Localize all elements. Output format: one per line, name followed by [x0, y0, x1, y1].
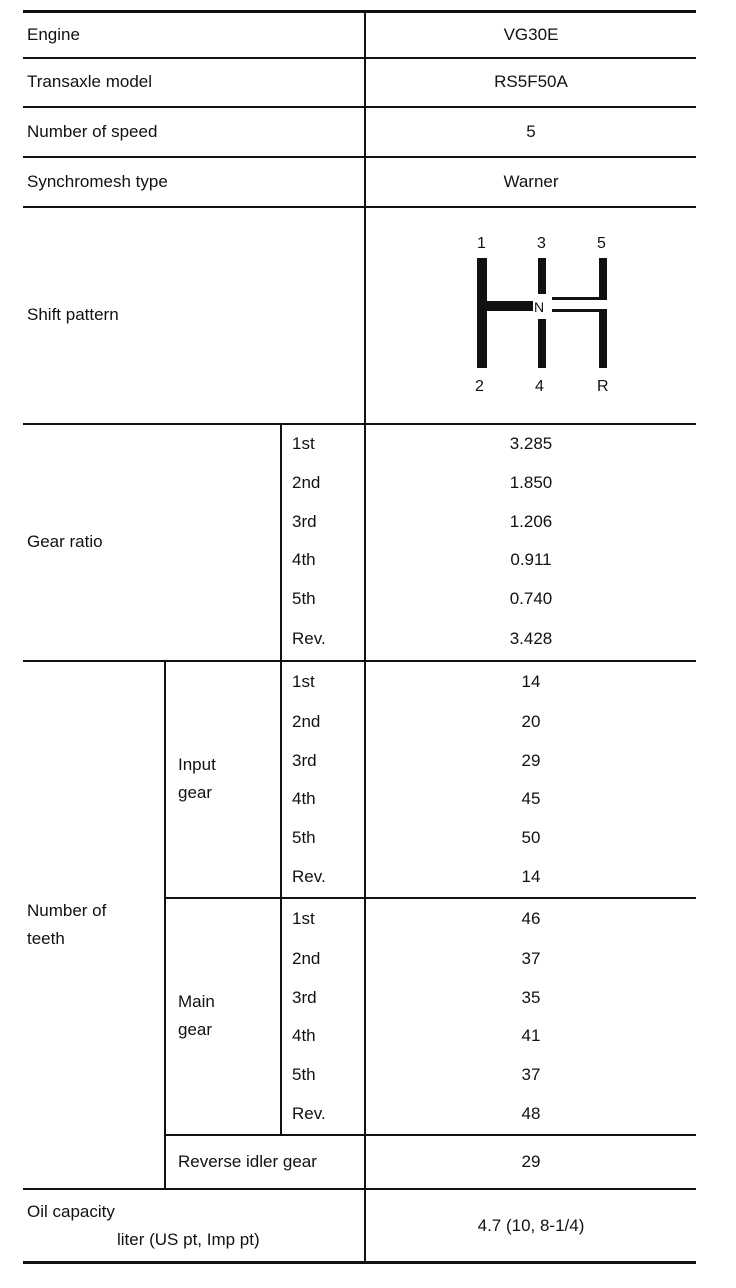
shift-pos-4: 4 — [535, 377, 544, 395]
gear-ratio-value: 3.428 — [365, 618, 696, 661]
input-gear-gear: Rev. — [281, 857, 365, 898]
gear-ratio-value: 0.740 — [509, 588, 553, 608]
main-gear-label-line1: Main — [178, 992, 215, 1012]
main-gear-gear: 3rd — [281, 979, 365, 1017]
teeth-label-line2: teeth — [27, 929, 65, 949]
oil-row — [23, 1189, 696, 1262]
shift-crossbar — [477, 301, 533, 311]
shift-pos-1: 1 — [477, 234, 486, 252]
teeth-label-line1: Number of — [27, 901, 107, 921]
main-gear-gear: 1st — [281, 898, 365, 941]
shift-gate-mid-bottom — [538, 319, 546, 368]
gear-ratio-value: 1.206 — [509, 511, 553, 531]
shift-gate-right-top — [599, 258, 607, 298]
input-gear-value: 14 — [365, 857, 696, 898]
main-gear-value: 46 — [521, 909, 541, 929]
main-gear-gear: 2nd — [281, 940, 365, 978]
shift-gate-left — [477, 258, 487, 368]
row-shift — [23, 207, 696, 424]
shift-pos-3: 3 — [537, 234, 546, 252]
main-gear-value: 37 — [521, 949, 541, 969]
oil-label-line2: liter (US pt, Imp pt) — [117, 1229, 260, 1249]
main-gear-value: 37 — [521, 1064, 541, 1084]
oil-value: 4.7 (10, 8-1/4) — [365, 1189, 696, 1262]
input-gear-value: 20 — [521, 712, 541, 732]
oil-label-line1: Oil capacity — [27, 1201, 115, 1221]
main-gear-label-line2: gear — [178, 1020, 213, 1040]
input-gear-value: 14 — [521, 672, 541, 692]
speeds-value: 5 — [365, 107, 696, 158]
shift-pattern-cell — [365, 207, 696, 424]
main-gear-gear: Rev. — [281, 1094, 365, 1135]
shift-pos-5: 5 — [597, 234, 606, 252]
teeth-label — [23, 661, 165, 1190]
row-synchro — [23, 157, 696, 207]
shift-pattern-diagram — [431, 223, 631, 403]
row-transaxle — [23, 58, 696, 107]
main-gear-gear: 4th — [281, 1017, 365, 1055]
input-gear-gear: 5th — [281, 819, 365, 857]
engine-label: Engine — [23, 12, 365, 59]
gear-ratio-gear: 3rd — [281, 503, 365, 541]
input-gear-label-line1: Input — [178, 755, 216, 775]
shift-pos-neutral: N — [534, 298, 545, 315]
reverse-idler-label: Reverse idler gear — [165, 1135, 365, 1190]
gear-ratio-row — [23, 424, 696, 465]
input-gear-gear: 3rd — [281, 742, 365, 780]
gear-ratio-value: 1.850 — [509, 473, 553, 493]
oil-label — [23, 1189, 365, 1262]
row-engine — [23, 12, 696, 59]
gear-ratio-gear: 5th — [281, 580, 365, 618]
reverse-idler-value: 29 — [365, 1135, 696, 1190]
gear-ratio-gear: 4th — [281, 541, 365, 579]
input-gear-value: 29 — [521, 750, 541, 770]
row-speeds — [23, 107, 696, 158]
synchro-value: Warner — [365, 157, 696, 207]
input-gear-gear: 2nd — [281, 703, 365, 741]
main-gear-value: 48 — [365, 1094, 696, 1135]
main-gear-gear: 5th — [281, 1056, 365, 1094]
gear-ratio-value: 0.911 — [510, 550, 552, 570]
gear-ratio-gear: Rev. — [281, 618, 365, 661]
input-gear-gear: 4th — [281, 780, 365, 818]
shift-gate-mid-top — [538, 258, 546, 294]
main-gear-value: 41 — [521, 1026, 541, 1046]
input-gear-row — [23, 661, 696, 704]
shift-gate-right-bottom — [599, 310, 607, 368]
input-gear-gear: 1st — [281, 661, 365, 704]
synchro-label: Synchromesh type — [23, 157, 365, 207]
shift-pos-2: 2 — [475, 377, 484, 395]
shift-pos-rev: R — [597, 377, 609, 395]
shift-neutral-line-top — [552, 297, 607, 300]
input-gear-value: 45 — [521, 789, 541, 809]
gear-ratio-gear: 2nd — [281, 464, 365, 502]
transaxle-label: Transaxle model — [23, 58, 365, 107]
engine-value: VG30E — [365, 12, 696, 59]
main-gear-value: 35 — [521, 987, 541, 1007]
gear-ratio-gear: 1st — [281, 424, 365, 465]
shift-label: Shift pattern — [23, 207, 365, 424]
input-gear-label-line2: gear — [178, 783, 213, 803]
shift-neutral-line-bottom — [552, 309, 607, 312]
main-gear-label — [165, 898, 281, 1135]
gear-ratio-value: 3.285 — [509, 434, 553, 454]
speeds-label: Number of speed — [23, 107, 365, 158]
input-gear-value: 50 — [521, 827, 541, 847]
gear-ratio-label: Gear ratio — [23, 424, 281, 661]
input-gear-label — [165, 661, 281, 898]
transaxle-value: RS5F50A — [365, 58, 696, 107]
spec-table — [23, 10, 696, 1264]
